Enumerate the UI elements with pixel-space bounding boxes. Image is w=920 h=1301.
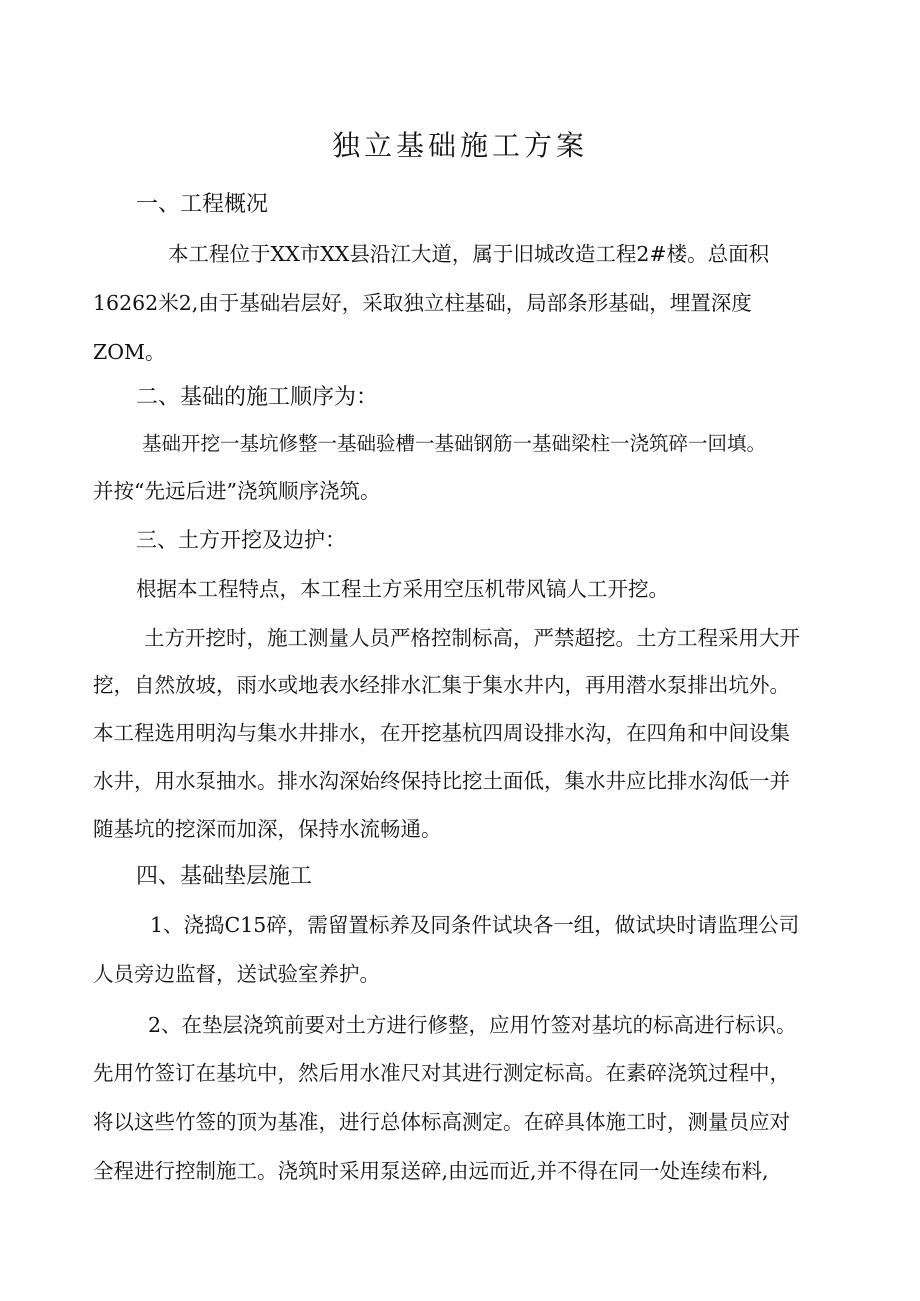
paragraph-line: 挖，自然放坡，雨水或地表水经排水汇集于集水井内，再用潜水泵排出坑外。 <box>93 673 790 697</box>
section-heading-overview: 一、工程概况 <box>136 192 269 217</box>
paragraph-line: 随基坑的挖深而加深，保持水流畅通。 <box>93 817 442 841</box>
document-title: 独立基础施工方案 <box>331 129 588 162</box>
paragraph-line: 并按“先远后进”浇筑顺序浇筑。 <box>93 479 381 503</box>
paragraph-line: 1、浇捣C15碎，需留置标养及同条件试块各一组，做试块时请监理公司 <box>150 913 800 937</box>
section-heading-excavation: 三、土方开挖及边护： <box>136 528 346 552</box>
section-heading-sequence: 二、基础的施工顺序为： <box>136 385 379 410</box>
paragraph-line: 全程进行控制施工。浇筑时采用泵送碎,由远而近,并不得在同一处连续布料, <box>93 1159 769 1183</box>
paragraph-line: 基础开挖一基坑修整一基础验槽一基础钢筋一基础梁柱一浇筑碎一回填。 <box>142 432 767 455</box>
paragraph-line: 本工程选用明沟与集水井排水，在开挖基杭四周设排水沟，在四角和中间设集 <box>93 721 790 745</box>
paragraph-line: 16262米2,由于基础岩层好，采取独立柱基础，局部条形基础，埋置深度 <box>93 291 752 315</box>
paragraph-line: 人员旁边监督，送试验室养护。 <box>93 962 380 986</box>
section-heading-cushion: 四、基础垫层施工 <box>136 864 313 889</box>
paragraph-line: 土方开挖时，施工测量人员严格控制标高，严禁超挖。土方工程采用大开 <box>144 626 800 650</box>
paragraph-line: 水井，用水泵抽水。排水沟深始终保持比挖土面低，集水井应比排水沟低一并 <box>93 769 790 793</box>
paragraph-line: 先用竹签订在基坑中，然后用水准尺对其进行测定标高。在素碎浇筑过程中， <box>93 1061 790 1085</box>
paragraph-line: ZOM。 <box>93 340 166 364</box>
paragraph-line: 2、在垫层浇筑前要对土方进行修整，应用竹签对基坑的标高进行标识。 <box>148 1013 797 1037</box>
paragraph-line: 本工程位于XX市XX县沿江大道，属于旧城改造工程2#楼。总面积 <box>168 242 770 266</box>
paragraph-line: 根据本工程特点，本工程土方采用空压机带风镐人工开挖。 <box>136 577 669 601</box>
paragraph-line: 将以这些竹签的顶为基准，进行总体标高测定。在碎具体施工时，测量员应对 <box>93 1110 790 1134</box>
